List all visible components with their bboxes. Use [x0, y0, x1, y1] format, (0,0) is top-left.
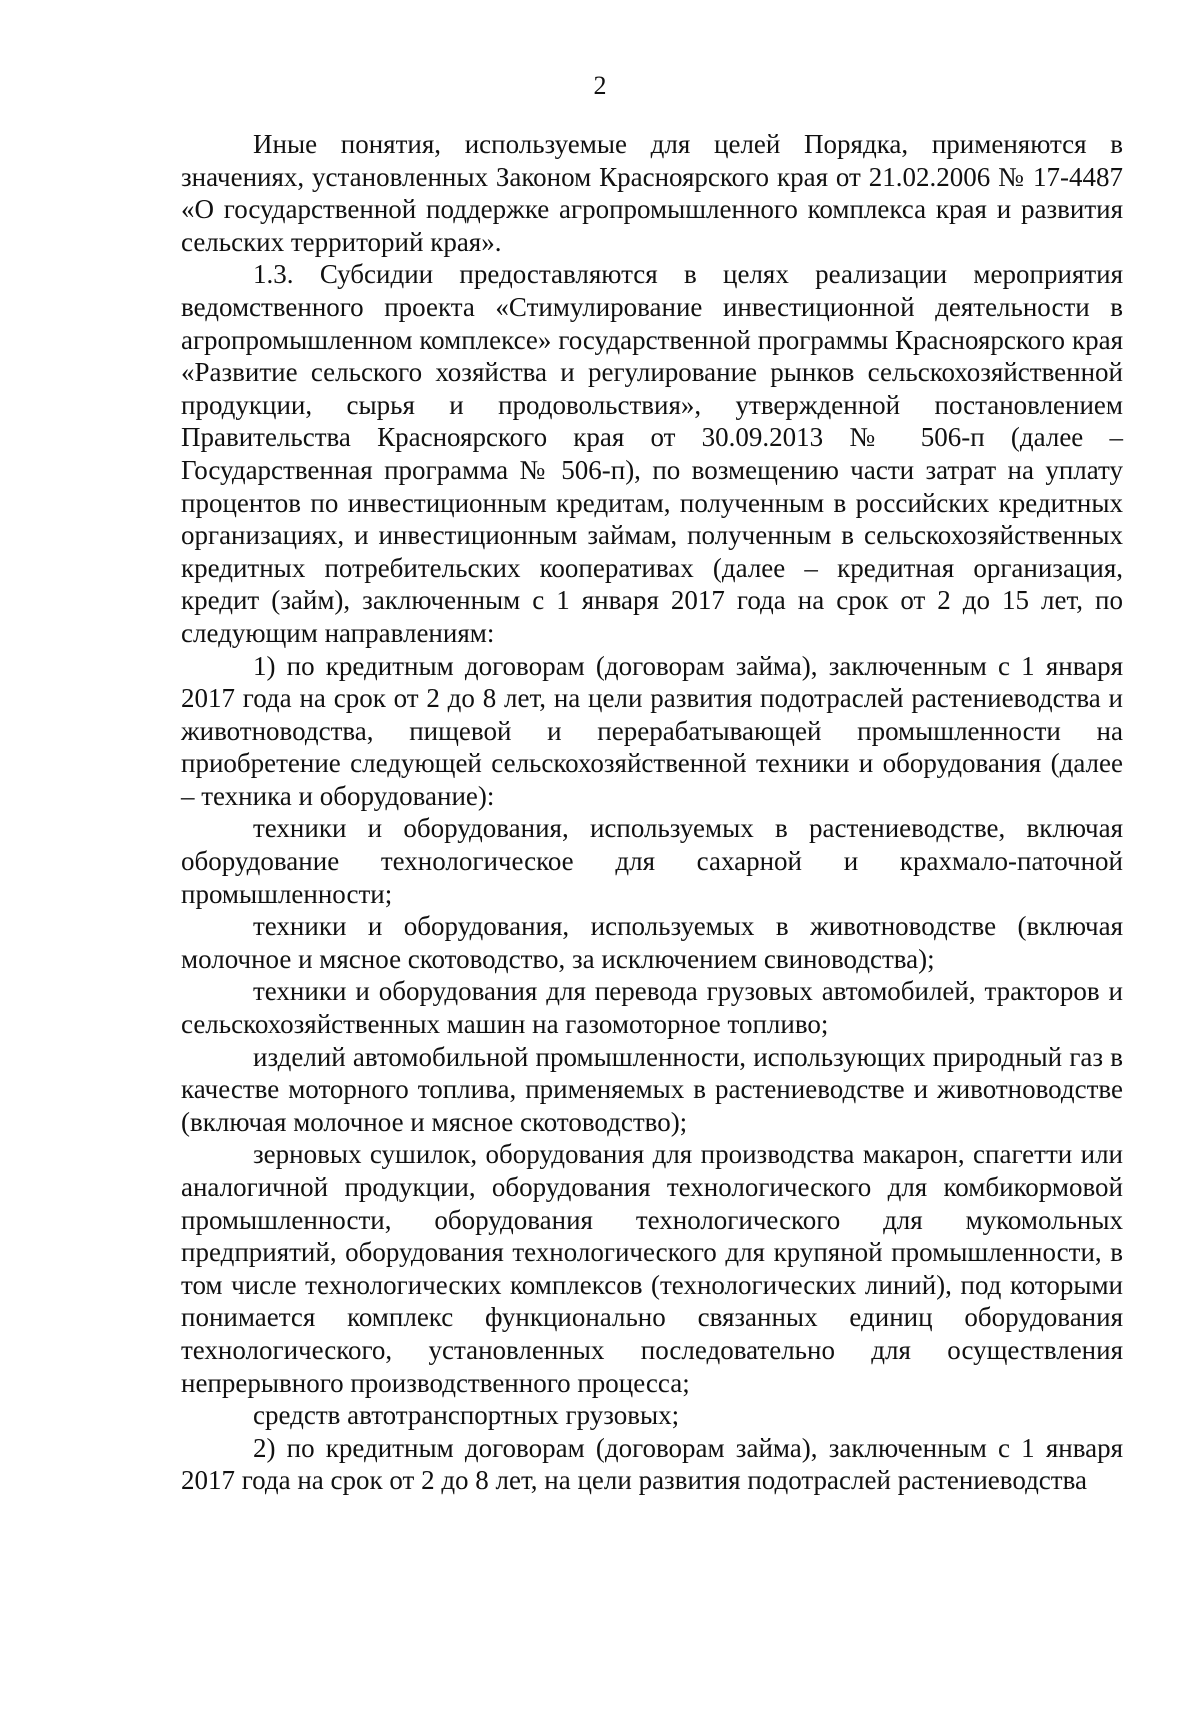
paragraph-trucks: средств автотранспортных грузовых;	[253, 1400, 680, 1431]
paragraph-direction-1: 1) по кредитным договорам (договорам займа), заключенным с 1 января 2017 года на срок от 2 до 8 лет, на цели развития подотраслей растениеводства и животноводства, пищевой и перерабатывающей промышленности на приобретение следующей сельскохозяйственной техники и оборудования (далее – техника и оборудование):	[181, 650, 1123, 811]
paragraph-grain-dryers: зерновых сушилок, оборудования для производства макарон, спагетти или аналогичной продукции, оборудования технологического для комбикормовой промышленности, оборудования технологического для мукомольных предприятий, оборудования технологического для крупяной промышленности, в том числе технологических комплексов (технологических линий), под которыми понимается комплекс функционально связанных единиц оборудования технологического, установленных последовательно для осуществления непрерывного производственного процесса;	[181, 1139, 1123, 1398]
paragraph-other-terms: Иные понятия, используемые для целей Порядка, применяются в значениях, установленных Законом Красноярского края от 21.02.2006 № 17-4487 «О государственной поддержке агропромышленного комплекса края и развития сельских территорий края».	[181, 129, 1123, 257]
document-body	[181, 128, 1123, 1497]
paragraph-livestock-equipment: техники и оборудования, используемых в животноводстве (включая молочное и мясное скотоводство, за исключением свиноводства);	[181, 911, 1123, 974]
paragraph-gas-vehicles: изделий автомобильной промышленности, использующих природный газ в качестве моторного топлива, применяемых в растениеводстве и животноводстве (включая молочное и мясное скотоводство);	[181, 1041, 1123, 1137]
paragraph-1-3-subsidies: 1.3. Субсидии предоставляются в целях реализации мероприятия ведомственного проекта «Стимулирование инвестиционной деятельности в агропромышленном комплексе» государственной программы Красноярского края «Развитие сельского хозяйства и регулирование рынков сельскохозяйственной продукции, сырья и продовольствия», утвержденной постановлением Правительства Красноярского края от 30.09.2013 № 506-п (далее – Государственная программа № 506-п), по возмещению части затрат на уплату процентов по инвестиционным кредитам, полученным в российских кредитных организациях, и инвестиционным займам, полученным в сельскохозяйственных кредитных потребительских кооперативах (далее – кредитная организация, кредит (займ), заключенным с 1 января 2017 года на срок от 2 до 15 лет, по следующим направлениям:	[181, 259, 1123, 648]
page-number: 2	[593, 71, 607, 100]
paragraph-crop-equipment: техники и оборудования, используемых в растениеводстве, включая оборудование технологическое для сахарной и крахмало-паточной промышленности;	[181, 813, 1123, 909]
paragraph-direction-2: 2) по кредитным договорам (договорам займа), заключенным с 1 января 2017 года на срок от 2 до 8 лет, на цели развития подотраслей растениеводства	[181, 1432, 1123, 1496]
paragraph-gas-conversion-equipment: техники и оборудования для перевода грузовых автомобилей, тракторов и сельскохозяйственных машин на газомоторное топливо;	[181, 976, 1123, 1040]
